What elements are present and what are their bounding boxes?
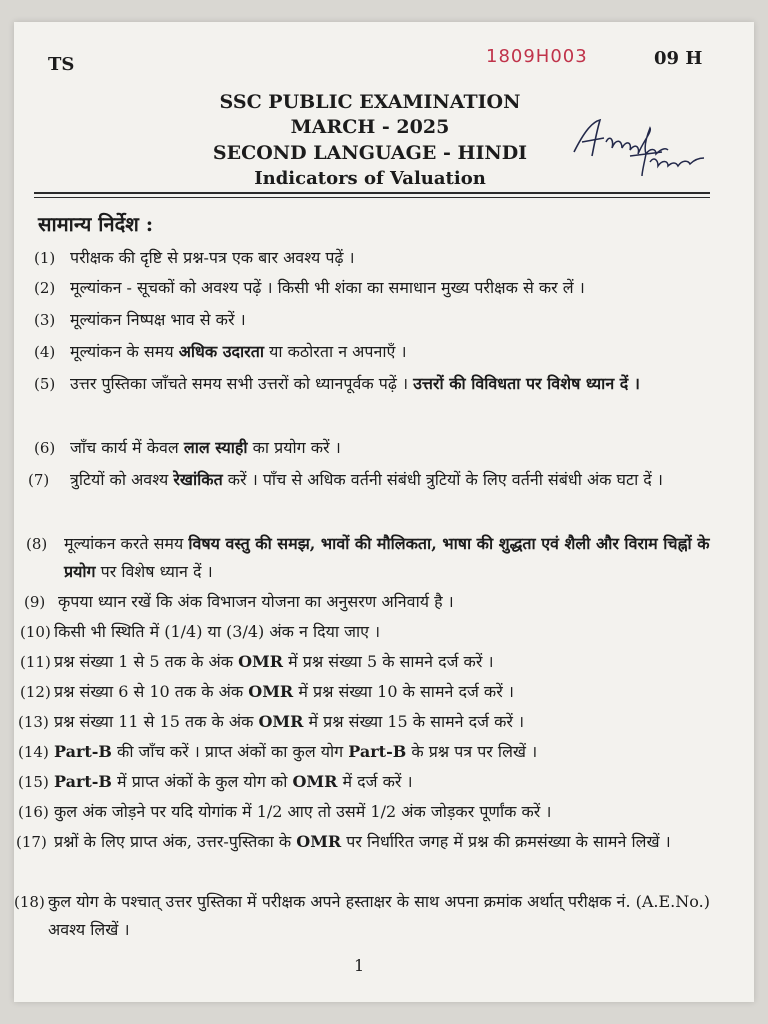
- instruction-emphasis: OMR: [248, 682, 294, 701]
- instruction-number: (14): [18, 743, 49, 761]
- instruction-segment: उत्तर पुस्तिका जाँचते समय सभी उत्तरों को ध्यानपूर्वक पढ़ें ।: [70, 374, 414, 393]
- instruction-segment: कृपया ध्यान रखें कि अंक विभाजन योजना का अनुसरण अनिवार्य है ।: [58, 592, 454, 611]
- instruction-text: [70, 466, 730, 494]
- instruction-segment: का प्रयोग करें ।: [247, 438, 341, 457]
- exam-title: SSC PUBLIC EXAMINATION: [219, 91, 521, 113]
- instruction-number: (15): [18, 773, 49, 791]
- instruction-number: (12): [20, 683, 51, 701]
- instruction-text: [54, 648, 744, 676]
- instruction-text: [70, 434, 740, 462]
- exam-session: MARCH - 2025: [290, 116, 450, 138]
- instruction-number: (17): [16, 833, 47, 851]
- instruction-segment: में दर्ज करें ।: [337, 772, 413, 791]
- instruction-emphasis: OMR: [258, 712, 304, 731]
- instruction-emphasis: OMR: [296, 832, 342, 851]
- instruction-segment: कुल अंक जोड़ने पर यदि योगांक में 1/2 आए तो उसमें 1/2 अंक जोड़कर पूर्णांक करें ।: [54, 802, 552, 821]
- instruction-segment: मूल्यांकन - सूचकों को अवश्य पढ़ें । किसी भी शंका का समाधान मुख्य परीक्षक से कर लें ।: [70, 278, 585, 297]
- paper-code: 09 H: [654, 48, 703, 69]
- handwritten-code: 1809H003: [486, 46, 588, 67]
- instruction-segment: परीक्षक की दृष्टि से प्रश्न-पत्र एक बार अवश्य पढ़ें ।: [70, 248, 355, 267]
- instruction-segment: कुल योग के पश्चात् उत्तर पुस्तिका में परीक्षक अपने हस्ताक्षर के साथ अपना क्रमांक अर्थात् परीक्षक नं. (A.E.No.) अवश्य लिखें ।: [48, 892, 710, 939]
- instruction-text: [54, 738, 744, 766]
- instruction-segment: में प्राप्त अंकों के कुल योग को: [111, 772, 293, 791]
- instruction-segment: मूल्यांकन करते समय: [64, 534, 189, 553]
- instruction-segment: पर निर्धारित जगह में प्रश्न की क्रमसंख्या के सामने लिखें ।: [341, 832, 671, 851]
- instruction-number: (4): [34, 343, 56, 361]
- instruction-text: [70, 274, 740, 302]
- instruction-segment: प्रश्नों के लिए प्राप्त अंक, उत्तर-पुस्तिका के: [54, 832, 297, 851]
- instruction-text: [70, 338, 740, 366]
- exam-header: [194, 90, 546, 192]
- instruction-segment: जाँच कार्य में केवल: [70, 438, 184, 457]
- instruction-segment: के प्रश्न पत्र पर लिखें ।: [406, 742, 538, 761]
- instruction-text: [54, 768, 744, 796]
- instruction-text: [54, 708, 744, 736]
- instruction-text: [54, 678, 744, 706]
- instruction-text: [58, 588, 738, 616]
- instruction-emphasis: OMR: [292, 772, 338, 791]
- board-code: TS: [48, 54, 75, 75]
- instruction-text: [54, 828, 744, 856]
- instruction-emphasis: विषय वस्तु की समझ, भावों की मौलिकता, भाषा की शुद्धता एवं शैली और विराम चिह्नों के प्रयोग: [64, 534, 710, 581]
- instruction-segment: की जाँच करें । प्राप्त अंकों का कुल योग: [111, 742, 349, 761]
- instruction-segment: पर विशेष ध्यान दें ।: [95, 562, 213, 581]
- instruction-number: (13): [18, 713, 49, 731]
- instruction-number: (9): [24, 593, 46, 611]
- instruction-emphasis: Part-B: [54, 742, 112, 761]
- instruction-segment: मूल्यांकन के समय: [70, 342, 179, 361]
- instruction-number: (10): [20, 623, 51, 641]
- instruction-text: [48, 888, 744, 944]
- instruction-text: [64, 530, 732, 586]
- instruction-emphasis: अधिक उदारता: [178, 342, 264, 361]
- instruction-emphasis: Part-B: [348, 742, 407, 761]
- instruction-text: [70, 306, 740, 334]
- instruction-emphasis: उत्तरों की विविधता पर विशेष ध्यान दें ।: [413, 374, 640, 393]
- instruction-segment: में प्रश्न संख्या 15 के सामने दर्ज करें ।: [303, 712, 525, 731]
- exam-subject: SECOND LANGUAGE - HINDI: [212, 142, 528, 164]
- instruction-emphasis: लाल स्याही: [183, 438, 248, 457]
- header-rule-thin: [34, 197, 710, 198]
- instruction-number: (18): [14, 893, 45, 911]
- instruction-segment: त्रुटियों को अवश्य: [70, 470, 174, 489]
- page-number: 1: [354, 956, 365, 975]
- instruction-text: [70, 244, 740, 272]
- instruction-segment: में प्रश्न संख्या 10 के सामने दर्ज करें ।: [293, 682, 514, 701]
- instruction-number: (16): [18, 803, 49, 821]
- instruction-number: (3): [34, 311, 56, 329]
- instruction-text: [70, 370, 730, 398]
- instruction-number: (5): [34, 375, 56, 393]
- instruction-segment: करें । पाँच से अधिक वर्तनी संबंधी त्रुटियों के लिए वर्तनी संबंधी अंक घटा दें ।: [222, 470, 663, 489]
- instruction-segment: मूल्यांकन निष्पक्ष भाव से करें ।: [70, 310, 246, 329]
- document-title: Indicators of Valuation: [254, 168, 486, 189]
- instruction-number: (7): [28, 471, 50, 489]
- instruction-text: [54, 618, 744, 646]
- instruction-segment: प्रश्न संख्या 1 से 5 तक के अंक: [54, 652, 239, 671]
- instruction-number: (11): [20, 653, 51, 671]
- instruction-text: [54, 798, 754, 826]
- instruction-number: (8): [26, 535, 48, 553]
- instruction-emphasis: Part-B: [54, 772, 112, 791]
- instruction-segment: किसी भी स्थिति में (1/4) या (3/4) अंक न दिया जाए ।: [54, 622, 381, 641]
- instruction-segment: में प्रश्न संख्या 5 के सामने दर्ज करें ।: [283, 652, 494, 671]
- instruction-number: (1): [34, 249, 56, 267]
- instruction-segment: प्रश्न संख्या 6 से 10 तक के अंक: [54, 682, 249, 701]
- document-page: [14, 22, 754, 1002]
- handwritten-signature: [570, 112, 720, 184]
- instruction-number: (6): [34, 439, 56, 457]
- instruction-segment: या कठोरता न अपनाएँ ।: [263, 342, 407, 361]
- instruction-emphasis: OMR: [238, 652, 284, 671]
- instruction-emphasis: रेखांकित: [173, 470, 223, 489]
- general-instructions-heading: सामान्य निर्देश :: [38, 212, 154, 236]
- instruction-number: (2): [34, 279, 56, 297]
- instruction-segment: प्रश्न संख्या 11 से 15 तक के अंक: [54, 712, 259, 731]
- header-rule-thick: [34, 192, 710, 194]
